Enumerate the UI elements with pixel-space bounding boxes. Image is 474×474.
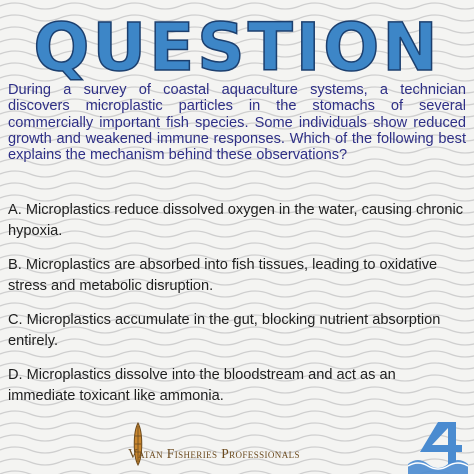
question-text: During a survey of coastal aquaculture systems, a technician discovers microplastic particles in the stomachs of several commercially important fish species. Some individuals show reduced growth and weakened immune responses. Which of the following best explains the mechanism behind these observations? (8, 82, 466, 164)
option-d[interactable]: D. Microplastics dissolve into the bloodstream and act as an immediate toxicant like ammonia. (8, 367, 396, 404)
option-c[interactable]: C. Microplastics accumulate in the gut, blocking nutrient absorption entirely. (8, 312, 441, 349)
brand-text: Vatan Fisheries Professionals (128, 446, 300, 461)
option-a[interactable]: A. Microplastics reduce dissolved oxygen in the water, causing chronic hypoxia. (8, 202, 464, 239)
title-text: QUESTION (33, 9, 441, 86)
number-four-wave-icon (408, 418, 468, 474)
option-b[interactable]: B. Microplastics are absorbed into fish tissues, leading to oxidative stress and metabolic disruption. (8, 257, 438, 294)
brand-name (128, 446, 378, 466)
page-title (0, 6, 474, 86)
